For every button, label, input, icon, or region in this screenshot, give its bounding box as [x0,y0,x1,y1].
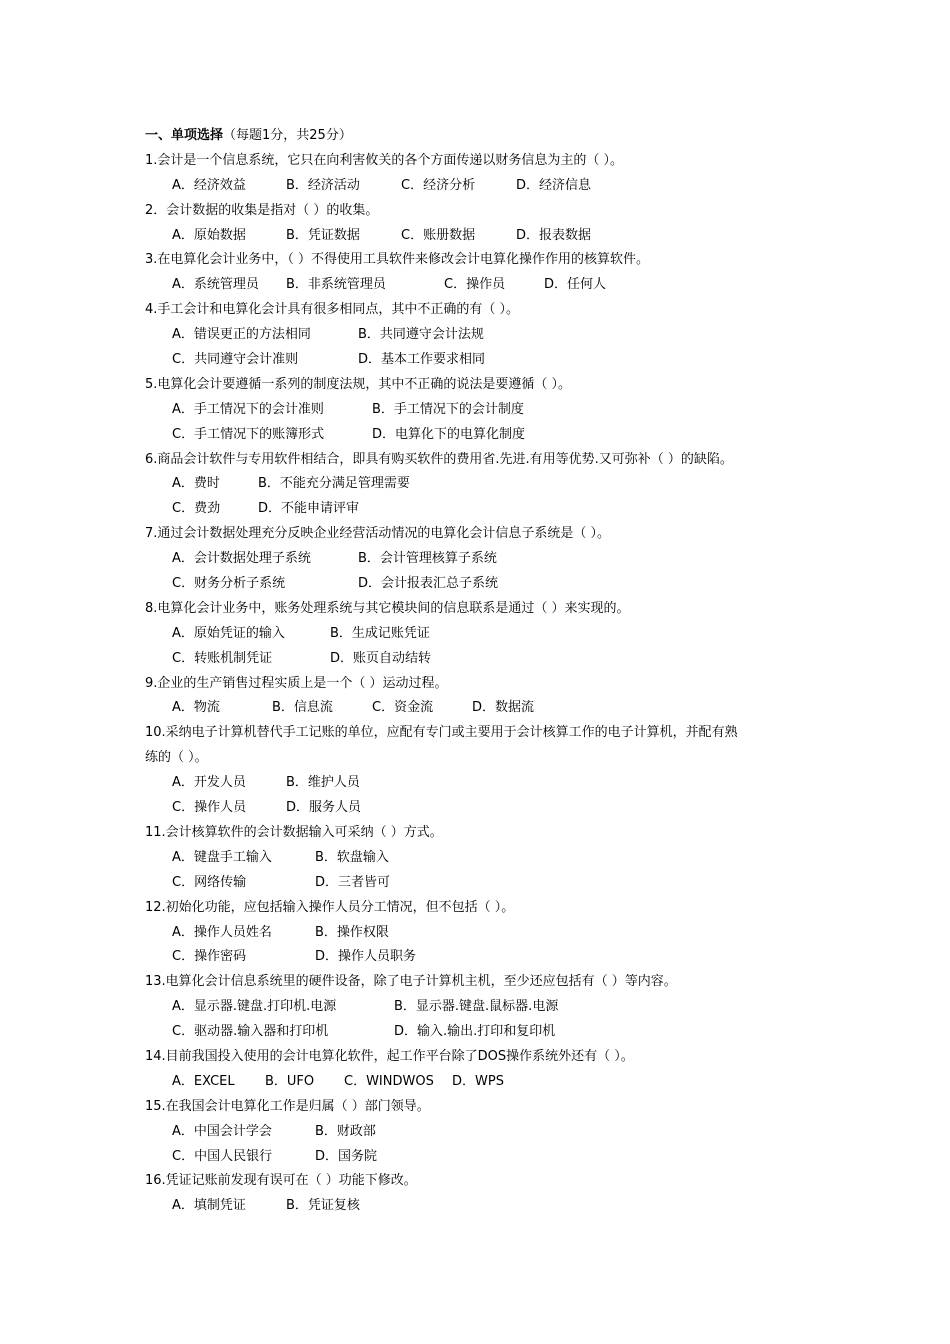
answer-option[interactable]: B．共同遵守会计法规 [358,327,484,343]
question-stem: 16.凭证记账前发现有误可在（ ）功能下修改。 [145,1173,417,1189]
answer-option[interactable]: A．系统管理员 [172,277,259,293]
option-row [145,647,845,672]
answer-option[interactable]: B．软盘输入 [315,849,389,865]
option-row [145,547,845,572]
question-stem: 10.采纳电子计算机替代手工记账的单位，应配有专门或主要用于会计核算工作的电子计算机，并配有熟 [145,725,738,741]
answer-option[interactable]: C．资金流 [372,700,434,716]
answer-option[interactable]: A．中国会计学会 [172,1123,272,1139]
option-row [145,796,845,821]
answer-option[interactable]: C．账册数据 [401,227,476,243]
answer-option[interactable]: C．经济分析 [401,177,476,193]
option-row [145,323,845,348]
option-row [145,622,845,647]
option-row [145,1194,845,1219]
answer-option[interactable]: D．会计报表汇总子系统 [358,576,499,592]
answer-option[interactable]: C．操作密码 [172,949,247,965]
question-stem: 6.商品会计软件与专用软件相结合，即具有购买软件的费用省.先进.有用等优势.又可弥补（ ）的缺陷。 [145,451,733,467]
answer-option[interactable]: C．WINDWOS [344,1073,434,1089]
answer-option[interactable]: C．共同遵守会计准则 [172,352,299,368]
question-stem: 11.会计核算软件的会计数据输入可采纳（ ）方式。 [145,824,443,840]
answer-option[interactable]: C．中国人民银行 [172,1148,273,1164]
answer-option[interactable]: C．操作人员 [172,800,247,816]
question-stem: 3.在电算化会计业务中，（ ）不得使用工具软件来修改会计电算化操作作用的核算软件。 [145,252,650,268]
answer-option[interactable]: D．数据流 [472,700,535,716]
question-stem: 1.会计是一个信息系统，它只在向利害攸关的各个方面传递以财务信息为主的（ ）。 [145,152,624,168]
option-row [145,572,845,597]
section-heading [145,124,845,149]
answer-option[interactable]: C．操作员 [444,277,506,293]
option-row [145,1020,845,1045]
option-row [145,921,845,946]
answer-option[interactable]: B．显示器.键盘.鼠标器.电源 [394,999,559,1015]
answer-option[interactable]: A．物流 [172,700,220,716]
answer-option[interactable]: D．基本工作要求相同 [358,352,486,368]
section-note: （每题1分，共25分） [223,128,352,143]
question-stem: 13.电算化会计信息系统里的硬件设备，除了电子计算机主机，至少还应包括有（ ）等内容。 [145,974,677,990]
answer-option[interactable]: B．财政部 [315,1123,376,1139]
answer-option[interactable]: D．国务院 [315,1148,378,1164]
answer-option[interactable]: D．服务人员 [286,800,362,816]
option-row [145,696,845,721]
option-row [145,497,845,522]
answer-option[interactable]: A．费时 [172,476,220,492]
answer-option[interactable]: A．开发人员 [172,775,246,791]
question-stem: 5.电算化会计要遵循一系列的制度法规，其中不正确的说法是要遵循（ ）。 [145,376,572,392]
option-row [145,1145,845,1170]
question-stem: 15.在我国会计电算化工作是归属（ ）部门领导。 [145,1098,430,1114]
answer-option[interactable]: C．网络传输 [172,874,247,890]
option-row [145,1120,845,1145]
answer-option[interactable]: B．凭证数据 [286,227,360,243]
option-row [145,423,845,448]
answer-option[interactable]: A．显示器.键盘.打印机.电源 [172,999,337,1015]
answer-option[interactable]: C．费劲 [172,501,221,517]
answer-option[interactable]: D．不能申请评审 [258,501,360,517]
option-row [145,224,845,249]
answer-option[interactable]: C．转账机制凭证 [172,650,273,666]
answer-option[interactable]: B．会计管理核算子系统 [358,551,497,567]
option-row [145,1070,845,1095]
answer-option[interactable]: D．操作人员职务 [315,949,417,965]
question-stem: 2．会计数据的收集是指对（ ）的收集。 [145,202,379,218]
question-stem: 7.通过会计数据处理充分反映企业经营活动情况的电算化会计信息子系统是（ ）。 [145,526,611,542]
answer-option[interactable]: B．不能充分满足管理需要 [258,476,410,492]
answer-option[interactable]: D．三者皆可 [315,874,391,890]
exam-content [145,124,845,1219]
answer-option[interactable]: A．会计数据处理子系统 [172,551,311,567]
option-row [145,472,845,497]
answer-option[interactable]: B．UFO [265,1073,315,1089]
question-stem: 12.初始化功能，应包括输入操作人员分工情况，但不包括（ ）。 [145,899,515,915]
answer-option[interactable]: C．手工情况下的账簿形式 [172,426,325,442]
answer-option[interactable]: B．手工情况下的会计制度 [372,401,524,417]
answer-option[interactable]: D．任何人 [544,277,607,293]
question-stem: 14.目前我国投入使用的会计电算化软件，起工作平台除了DOS操作系统外还有（ ）。 [145,1048,634,1064]
option-row [145,846,845,871]
answer-option[interactable]: D．账页自动结转 [330,650,432,666]
answer-option[interactable]: D．WPS [452,1073,504,1089]
section-title: 一、单项选择 [145,128,224,143]
option-row [145,771,845,796]
answer-option[interactable]: D．输入.输出.打印和复印机 [394,1024,556,1040]
question-stem: 9.企业的生产销售过程实质上是一个（ ）运动过程。 [145,675,448,691]
answer-option[interactable]: A．EXCEL [172,1073,235,1089]
option-row [145,995,845,1020]
answer-option[interactable]: D．报表数据 [516,227,592,243]
answer-option[interactable]: A．经济效益 [172,177,246,193]
answer-option[interactable]: A．错误更正的方法相同 [172,327,311,343]
answer-option[interactable]: A．填制凭证 [172,1198,246,1214]
answer-option[interactable]: B．凭证复核 [286,1198,360,1214]
answer-option[interactable]: A．键盘手工输入 [172,849,272,865]
answer-option[interactable]: B．生成记账凭证 [330,625,430,641]
question-stem: 练的（ ）。 [145,750,208,766]
option-row [145,348,845,373]
answer-option[interactable]: C．驱动器.输入器和打印机 [172,1024,329,1040]
answer-option[interactable]: B．维护人员 [286,775,360,791]
answer-option[interactable]: C．财务分析子系统 [172,576,286,592]
option-row [145,945,845,970]
answer-option[interactable]: B．信息流 [272,700,333,716]
answer-option[interactable]: B．经济活动 [286,177,360,193]
answer-option[interactable]: A．原始凭证的输入 [172,625,285,641]
answer-option[interactable]: B．操作权限 [315,924,389,940]
option-row [145,871,845,896]
answer-option[interactable]: A．原始数据 [172,227,246,243]
question-stem: 8.电算化会计业务中，账务处理系统与其它模块间的信息联系是通过（ ）来实现的。 [145,600,630,616]
answer-option[interactable]: A．操作人员姓名 [172,924,272,940]
answer-option[interactable]: A．手工情况下的会计准则 [172,401,324,417]
answer-option[interactable]: D．经济信息 [516,177,592,193]
option-row [145,174,845,199]
option-row [145,398,845,423]
option-row [145,273,845,298]
question-stem: 4.手工会计和电算化会计具有很多相同点，其中不正确的有（ ）。 [145,302,520,318]
answer-option[interactable]: D．电算化下的电算化制度 [372,426,526,442]
answer-option[interactable]: B．非系统管理员 [286,277,386,293]
